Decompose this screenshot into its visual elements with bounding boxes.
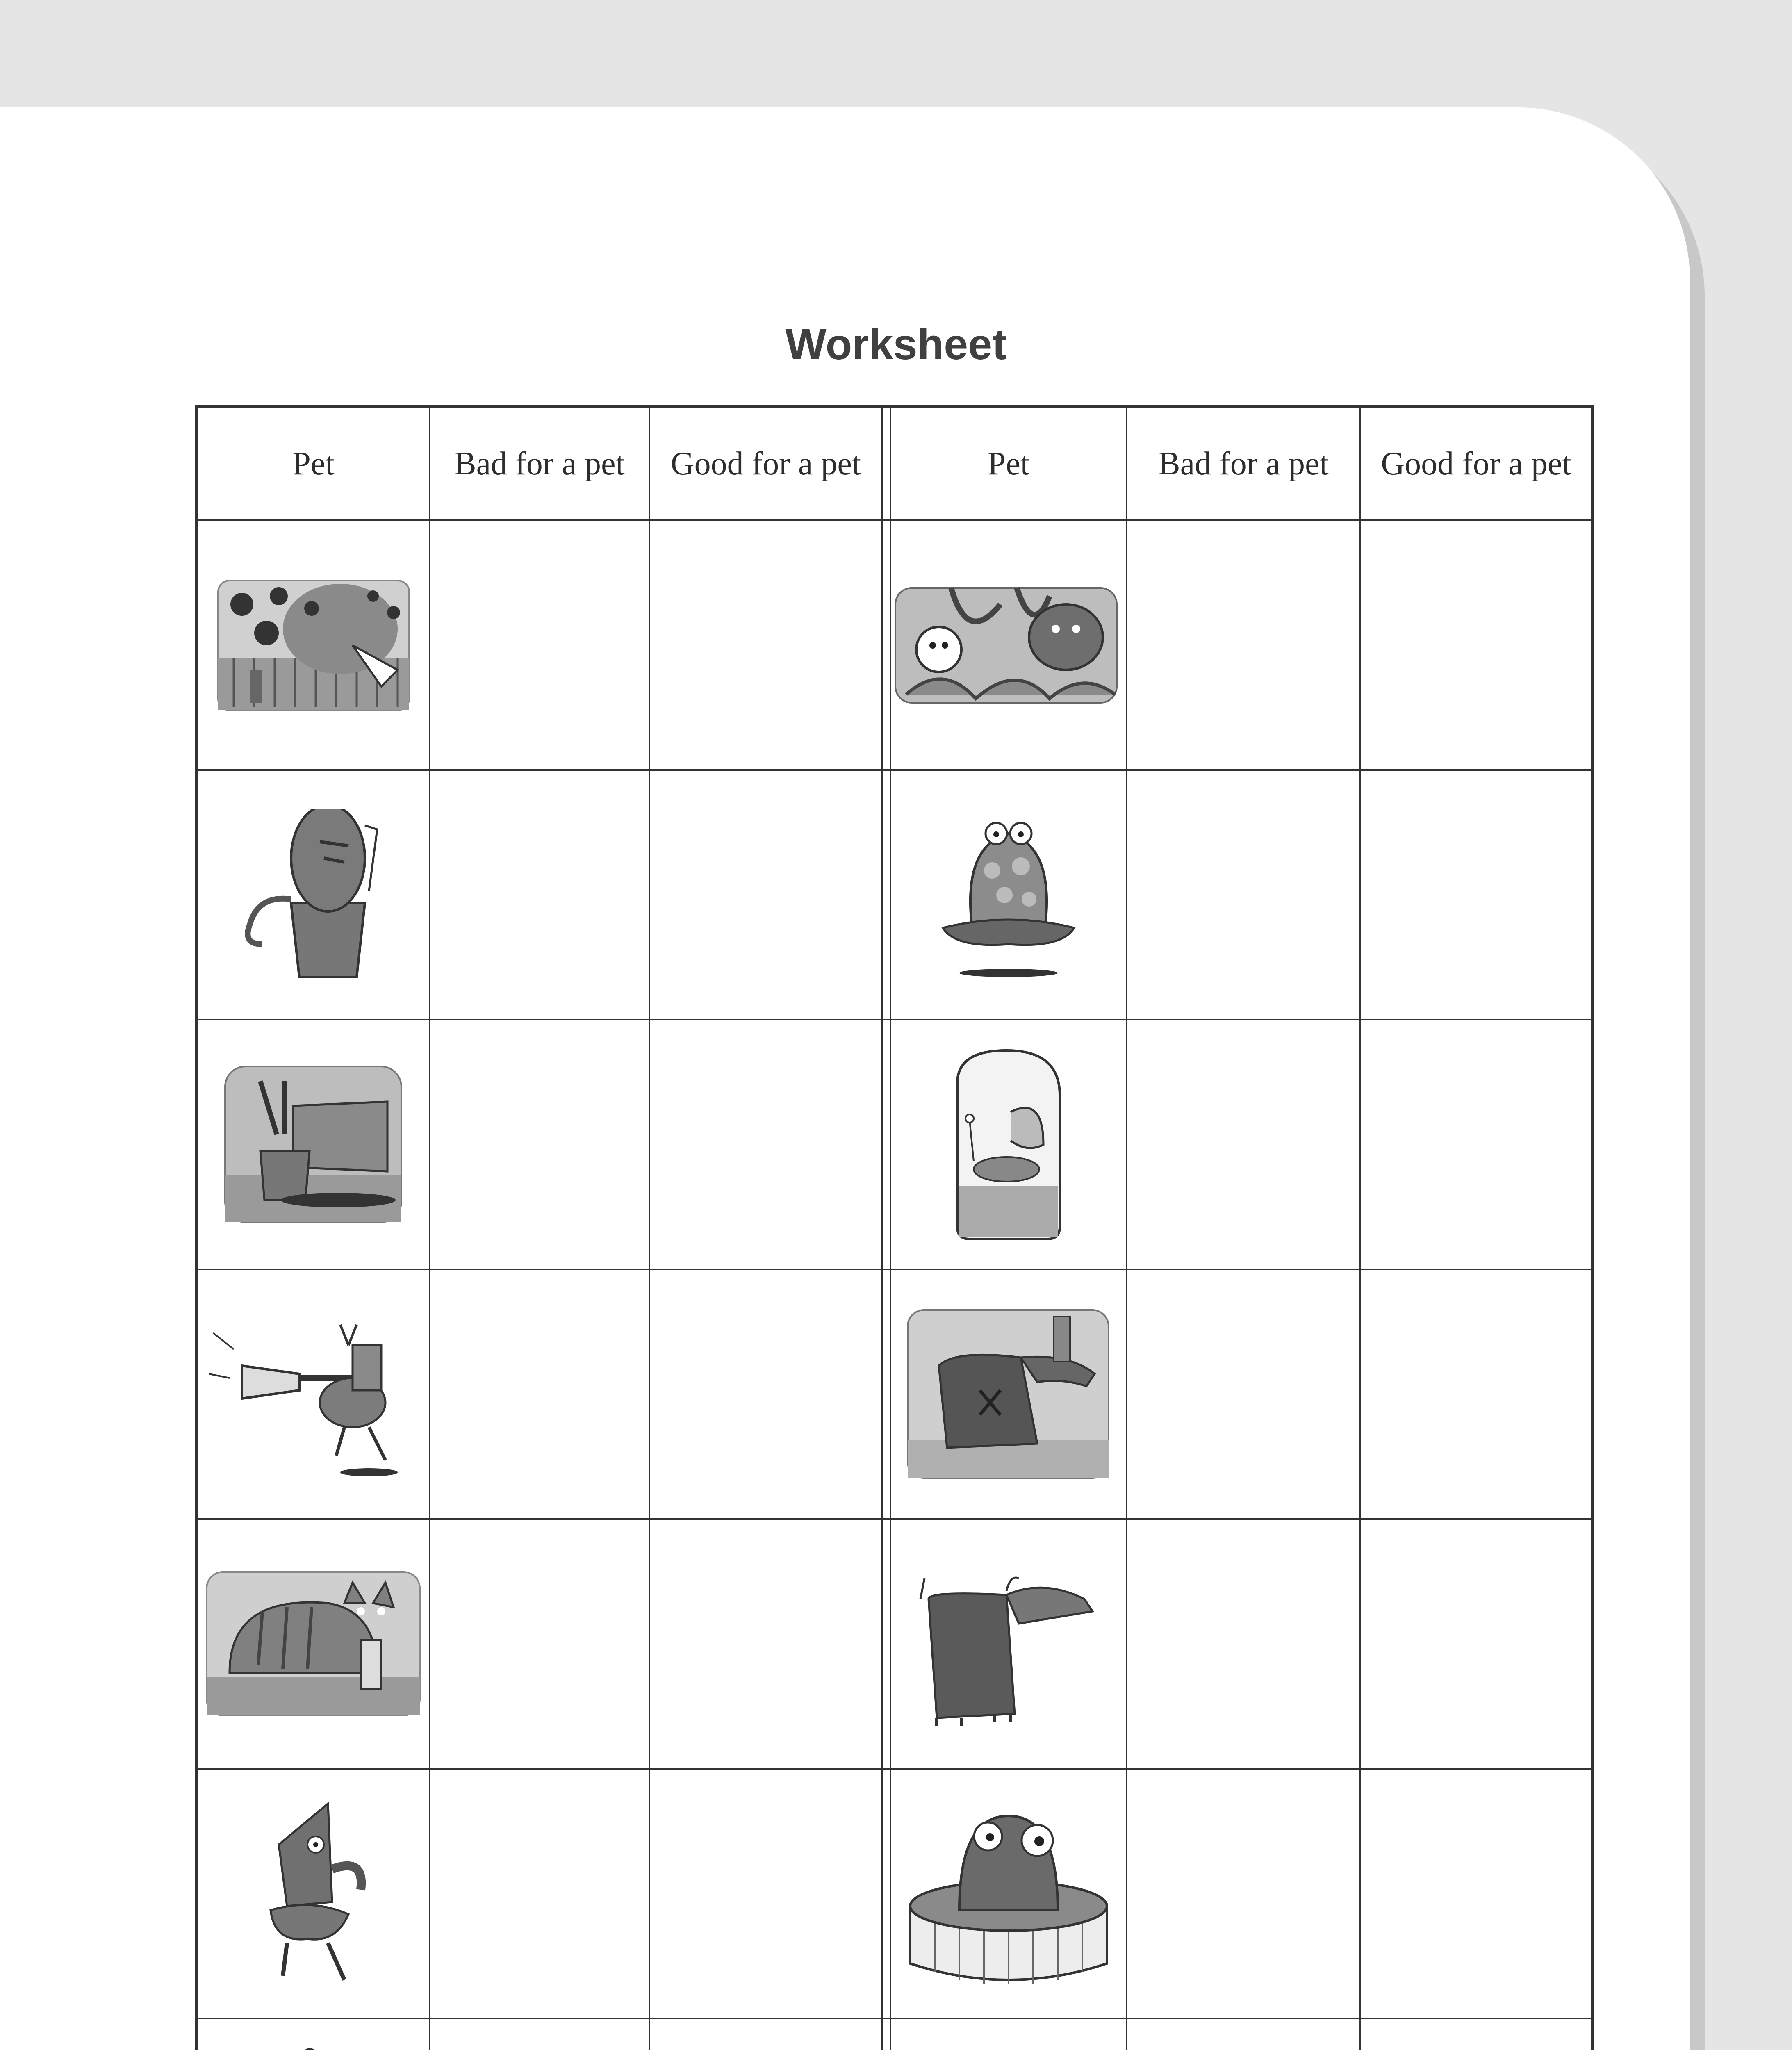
pet-cell-left-7 bbox=[198, 2019, 429, 2050]
pet-cell-left-4 bbox=[198, 1270, 429, 1518]
snail-in-jar-illustration bbox=[945, 1046, 1072, 1243]
pet-cell-left-6 bbox=[198, 1770, 429, 2018]
spotted-dog-jumping-illustration bbox=[906, 2040, 1111, 2050]
creature-with-trumpet-illustration bbox=[205, 1308, 422, 1481]
spotted-blob-creature-illustration bbox=[922, 809, 1095, 981]
header-pet-right: Pet bbox=[987, 445, 1030, 482]
pet-cell-right-5 bbox=[891, 1520, 1126, 1768]
pet-cell-left-1 bbox=[198, 521, 429, 769]
good-for-a-pet-column-right[interactable] bbox=[1361, 521, 1591, 2050]
pet-cell-right-1 bbox=[891, 521, 1126, 769]
striped-creature-illustration bbox=[223, 2046, 404, 2050]
pet-cell-right-3 bbox=[891, 1020, 1126, 1269]
pet-cell-left-5 bbox=[198, 1520, 429, 1768]
shaggy-yak-illustration bbox=[912, 1562, 1105, 1726]
hairy-anteater-illustration bbox=[906, 1308, 1111, 1481]
worksheet-table bbox=[195, 405, 1594, 2050]
pet-cell-right-6 bbox=[891, 1770, 1126, 2018]
spotted-dog-over-fence-illustration bbox=[217, 580, 410, 711]
header-good-right: Good for a pet bbox=[1381, 445, 1571, 482]
pet-cell-left-3 bbox=[198, 1020, 429, 1269]
square-head-creature-illustration bbox=[246, 1795, 381, 1992]
header-bad-right: Bad for a pet bbox=[1158, 445, 1329, 482]
pet-cell-right-4 bbox=[891, 1270, 1126, 1518]
pet-cell-right-2 bbox=[891, 771, 1126, 1019]
donkey-eating-from-bucket-illustration bbox=[223, 1065, 404, 1225]
frog-in-pool-illustration bbox=[902, 1791, 1115, 1996]
header-pet-left: Pet bbox=[292, 445, 335, 482]
center-divider-left bbox=[881, 408, 883, 2050]
pet-cell-left-2 bbox=[198, 771, 429, 1019]
header-bad-left: Bad for a pet bbox=[454, 445, 625, 482]
good-for-a-pet-column-left[interactable] bbox=[650, 521, 881, 2050]
pet-cell-right-7 bbox=[891, 2019, 1126, 2050]
worksheet-title: Worksheet bbox=[785, 320, 1007, 369]
bad-for-a-pet-column-right[interactable] bbox=[1127, 521, 1359, 2050]
octopus-with-boy-illustration bbox=[894, 580, 1123, 711]
header-good-left: Good for a pet bbox=[670, 445, 861, 482]
bad-for-a-pet-column-left[interactable] bbox=[430, 521, 649, 2050]
giant-cat-with-boy-illustration bbox=[205, 1570, 422, 1718]
creature-in-bucket-illustration bbox=[225, 809, 402, 981]
